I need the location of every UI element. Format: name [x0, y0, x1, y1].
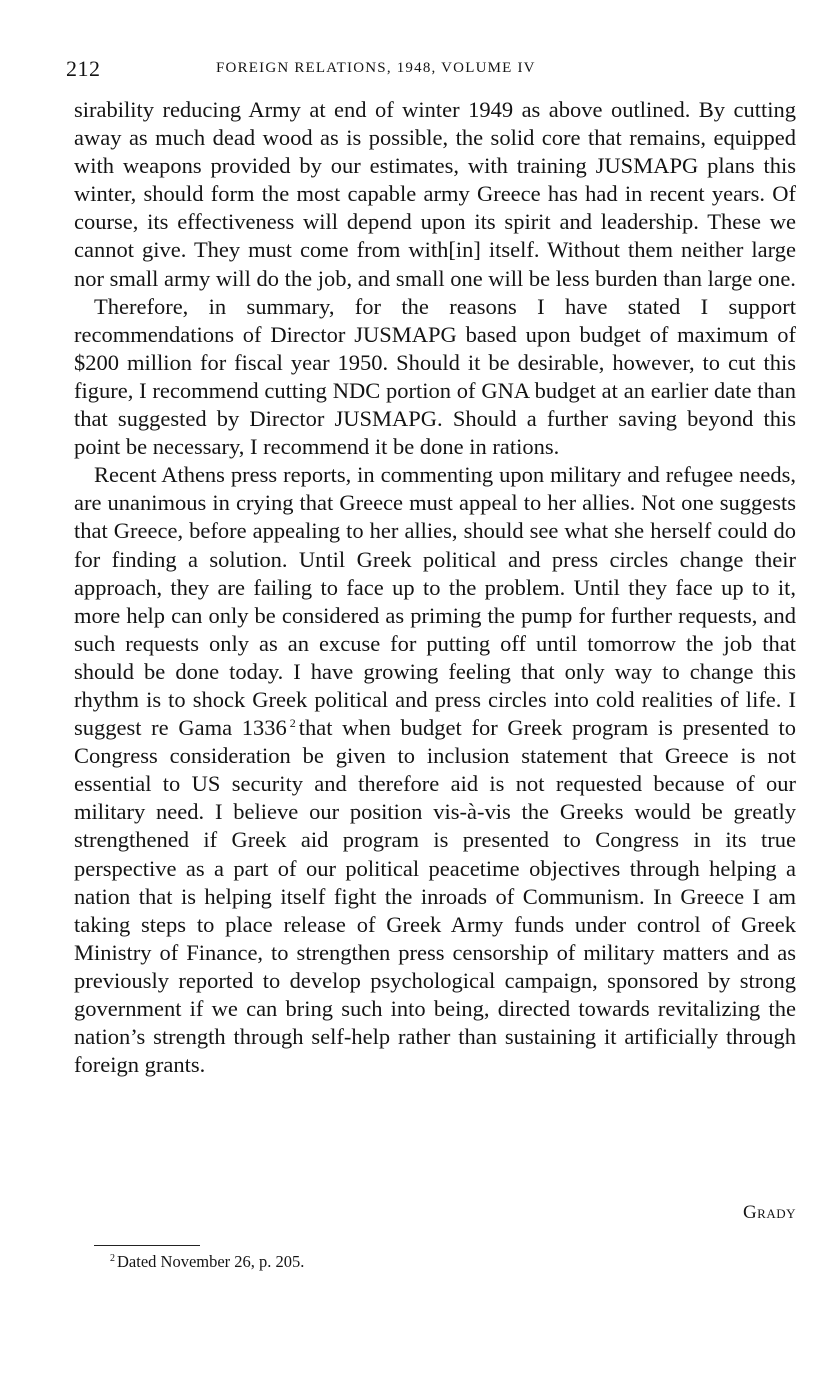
footnote-text: Dated November 26, p. 205.	[117, 1252, 305, 1271]
footnote	[110, 1252, 304, 1272]
paragraph-text-before-ref: Recent Athens press reports, in commenting upon military and refugee needs, are unanimous in crying that Greece must appeal to her allies. Not one suggests that Greece, before appealing to her allies, should see what she herself could do for finding a solution. Until Greek political and press circles change their approach, they are failing to face up to the problem. Until they face up to it, more help can only be considered as priming the pump for further requests, and such requests only as an excuse for putting off until tomorrow the job that should be done today. I have growing feeling that only way to change this rhythm is to shock Greek political and press circles into cold realities of life. I suggest re Gama 1336	[74, 462, 796, 741]
page-header	[66, 56, 778, 86]
footnote-divider	[94, 1245, 200, 1246]
footnote-reference: 2	[289, 716, 296, 731]
running-head: FOREIGN RELATIONS, 1948, VOLUME IV	[216, 60, 536, 76]
signature: Grady	[742, 1202, 796, 1223]
paragraph-summary: Therefore, in summary, for the reasons I have stated I support recommendations of Director JUSMAPG based upon budget of maximum of $200 million for fiscal year 1950. Should it be desirable, however, to cut this figure, I recommend cutting NDC portion of GNA budget at an earlier date than that suggested by Director JUSMAPG. Should a further saving beyond this point be necessary, I recommend it be done in rations.	[74, 293, 796, 460]
body-text	[74, 96, 796, 1079]
paragraph-press-reports	[74, 461, 796, 1079]
page-number: 212	[66, 56, 101, 81]
paragraph-text-after-ref: that when budget for Greek program is presented to Congress consideration be given to inclusion statement that Greece is not essential to US security and therefore aid is not requested because of our military need. I believe our position vis-à-vis the Greeks would be greatly strengthened if Greek aid program is presented to Congress in its true perspective as a part of our political peacetime objectives through helping a nation that is helping itself fight the inroads of Communism. In Greece I am taking steps to place release of Greek Army funds under control of Greek Ministry of Finance, to strengthen press censorship of military matters and as previously reported to develop psychological campaign, sponsored by strong government if we can bring such into being, directed towards revitalizing the nation’s strength through self-help rather than sustaining it artificially through foreign grants.	[74, 715, 796, 1078]
footnote-mark: 2	[110, 1253, 115, 1264]
paragraph-continuation: sirability reducing Army at end of winter 1949 as above outlined. By cutting away as much dead wood as is possible, the solid core that remains, equipped with weapons provided by our estimates, with training JUSMAPG plans this winter, should form the most capable army Greece has had in recent years. Of course, its effectiveness will depend upon its spirit and leadership. These we cannot give. They must come from with[in] itself. Without them neither large nor small army will do the job, and small one will be less burden than large one.	[74, 97, 796, 291]
